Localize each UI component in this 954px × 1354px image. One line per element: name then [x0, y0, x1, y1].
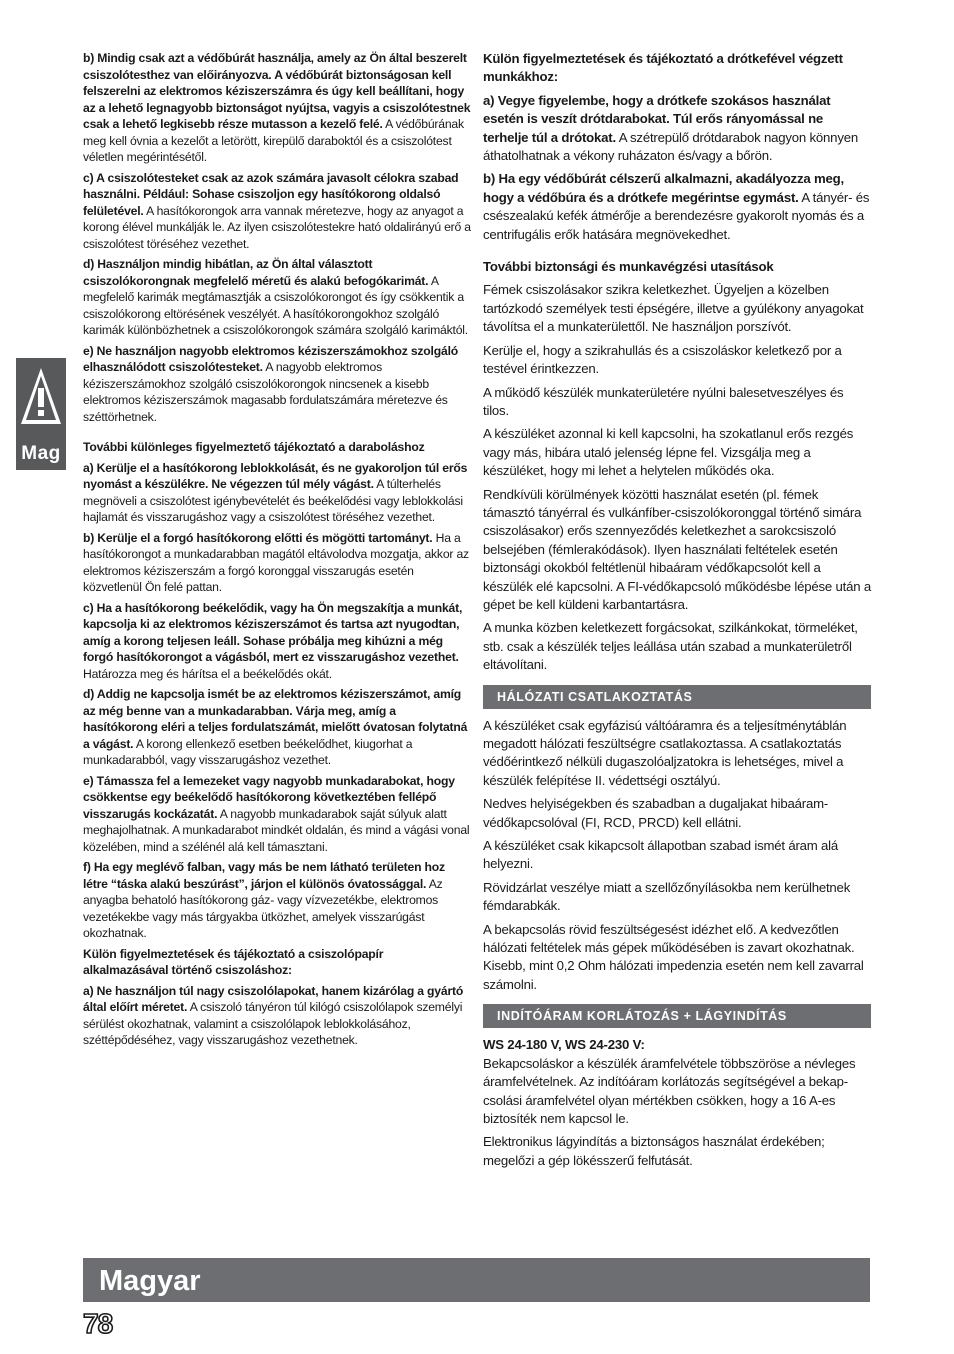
- paragraph: a) Ne használjon túl nagy csiszolólapokat, hanem kizárólag a gyártó által előírt méretet. A csiszoló tányéron túl kilógó csiszolólapok személyi sérülést okozhatnak, valamint a csiszolólapok leblokkolásához, széttépődéséhez, vagy visszarugáshoz vezethetnek.: [83, 983, 464, 1047]
- paragraph: Kerülje el, hogy a szikrahullás és a csiszoláskor keletkező por a testével érintkezzen.: [483, 342, 842, 377]
- side-language-tab: [16, 358, 66, 470]
- paragraph: A bekapcsolás rövid feszültségesést idézhet elő. A kedvezőtlen hálózati feltételek más gépek működésében is zavart okozhatnak. Kisebb, mint 0,2 Ohm hálózati impedenzia esetén nem kell zavarral számolni.: [483, 921, 864, 992]
- paragraph: d) Használjon mindig hibátlan, az Ön által választott csiszolókorongnak megfelelő méretű és alakú befogókarimát. A megfelelő karimák megtámasztják a csiszolókorongot és így csökkentik a csiszolókorong eltörésének veszélyét. A hasítókorongokhoz szolgáló karimák különbözhetnek a csiszolókorongok számára szolgáló karimáktól.: [83, 257, 468, 337]
- paragraph: Fémek csiszolásakor szikra keletkezhet. Ügyeljen a közelben tartózkodó személyek testi épségére, illetve a gyúlékony anyagokat távolítsa el a munkaterülettől. Ne használjon porszívót.: [483, 282, 864, 335]
- side-tab-label: Mag: [21, 443, 61, 464]
- section-heading: Külön figyelmeztetések és tájékoztató a drótkefével végzett munkákhoz:: [483, 51, 843, 85]
- paragraph: e) Ne használjon nagyobb elektromos kéziszerszámokhoz szolgáló elhasználódott csiszolótesteket. A nagyobb elektromos kéziszerszámokhoz szolgáló csiszolókorongok nincsenek a kisebb elektromos kéziszerszámok magasabb fordulatszámára méretezve és széttörhetnek.: [83, 343, 458, 424]
- section-band-mains-connection: HÁLÓZATI CSATLAKOZTATÁS: [483, 685, 871, 709]
- paragraph: a) Kerülje el a hasítókorong leblokkolását, és ne gyakoroljon túl erős nyomást a készülékre. Ne végezzen túl mély vágást. A túlterhelés megnöveli a csiszolótest igénybevételét és beékelődési vagy leblokkolási hajlamát és visszarugáshoz vagy a csiszolótest töréséhez vezethet.: [83, 460, 468, 524]
- right-column: [483, 50, 871, 1175]
- model-heading: WS 24-180 V, WS 24-230 V:: [483, 1037, 645, 1053]
- paragraph: Bekapcsoláskor a készülék áramfelvétele többszöröse a névleges áramfelvételnek. Az indítóáram korlátozás segítségével a bekap-csolási áramfelvétel olyan mértékben csökken, hogy a 16 A-es biztosíték nem kapcsol le.: [483, 1055, 856, 1126]
- paragraph: b) Ha egy védőbúrát célszerű alkalmazni, akadályozza meg, hogy a védőbúra és a drótkefe megérintse egymást. A tányér- és csészealakú kefék átmérője a berendezésre gyakorolt nyomás és a centrifugális erők hatására megnövekedhet.: [483, 171, 870, 242]
- left-column: [83, 50, 471, 1053]
- paragraph: e) Támassza fel a lemezeket vagy nagyobb munkadarabokat, hogy csökkentse egy beékelődő hasítókorong következtében fellépő visszarugás kockázatát. A nagyobb munkadarabok saját súlyuk alatt meghajolhatnak. A munkadarabot mindkét oldalán, és mind a vágási vonal közelében, mind a szélénél alá kell támasztani.: [83, 773, 470, 854]
- paragraph: A készüléket csak egyfázisú váltóáramra és a teljesítménytáblán megadott hálózati feszültségre csatlakoztassa. A csatlakoztatás védőérintkező nélküli dugaszolóaljzatokra is lehetséges, mivel a készülék felépítése II. védettségi osztályú.: [483, 717, 847, 788]
- paragraph: f) Ha egy meglévő falban, vagy más be nem látható területen hoz létre “táska alakú beszúrást”, járjon el különös óvatossággal. Az anyagba behatoló hasítókorong gáz- vagy vízvezetékbe, elektromos vezetékekbe vagy más tárgyakba ütközhet, amelyek visszarúgást okozhatnak.: [83, 860, 445, 940]
- warning-triangle-icon: [19, 362, 63, 436]
- paragraph: b) Mindig csak azt a védőbúrát használja, amely az Ön által beszerelt csiszolótesthez van előirányozva. A védőbúrát biztonságosan kell felszerelni az elektromos kéziszerszámra és úgy kell beállítani, hogy az a lehető legnagyobb biztonságot nyújtsa, vagyis a csiszolótestnek csak a lehető legkisebb része mutasson a kezelő felé. A védőbúrának meg kell óvnia a kezelőt a letörött, kirepülő daraboktól és a csiszolótest véletlen megérintésétől.: [83, 51, 471, 164]
- page-number: 78: [83, 1308, 113, 1339]
- paragraph: A készüléket azonnal ki kell kapcsolni, ha szokatlanul erős rezgés vagy más, hibára utaló jelenség lépne fel. Vizsgálja meg a készüléket, hogy mi lehet a helytelen működés oka.: [483, 426, 854, 479]
- footer-language-band: [83, 1258, 870, 1302]
- paragraph: d) Addig ne kapcsolja ismét be az elektromos kéziszerszámot, amíg az még benne van a munkadarabban. Várja meg, amíg a hasítókorong eléri a teljes fordulatszámát, mielőtt óvatosan folytatná a vágást. A korong ellenkező esetben beékelődhet, kiugorhat a munkadarabból, vagy visszarugáshoz vezethet.: [83, 687, 468, 767]
- section-heading: További biztonsági és munkavégzési utasítások: [483, 259, 774, 275]
- paragraph: Elektronikus lágyindítás a biztonságos használat érdekében; megelőzi a gép lökésszerű felfutását.: [483, 1134, 825, 1168]
- section-heading: További különleges figyelmeztető tájékoztató a daraboláshoz: [83, 440, 425, 454]
- paragraph: A működő készülék munkaterületére nyúlni balesetveszélyes és tilos.: [483, 384, 844, 418]
- footer-language-title: Magyar: [99, 1265, 201, 1297]
- section-heading: Külön figyelmeztetések és tájékoztató a csiszolópapír alkalmazásával történő csiszoláshoz:: [83, 946, 384, 977]
- paragraph: A munka közben keletkezett forgácsokat, szilkánkokat, törmeléket, stb. csak a készülék teljes leállása után szabad a munkaterületről eltávolítani.: [483, 620, 858, 673]
- paragraph: Rövidzárlat veszélye miatt a szellőzőnyílásokba nem kerülhetnek fémdarabkák.: [483, 879, 851, 914]
- paragraph: Rendkívüli körülmények közötti használat esetén (pl. fémek támasztó tányérral és vulkánfíber-csiszolókoronggal történő simára csiszolásakor) erős szennyeződés keletkezhet a sarokcsiszoló belsejében (fémlerakódások). Ilyen használati feltételek esetén biztonsági okokból feltétlenül hibaáram védőkapcsolót kell a készülék elé kapcsolni. A FI-védőkapcsoló működésbe lépése után a gépet be kell küldeni karbantartásra.: [483, 486, 871, 612]
- paragraph: c) Ha a hasítókorong beékelődik, vagy ha Ön megszakítja a munkát, kapcsolja ki az elektromos kéziszerszámot és tartsa azt nyugodtan, amíg a korong teljesen leáll. Sohase próbálja meg kihúzni a még forgó hasítókorongot a vágásból, mert ez visszarugáshoz vezethet. Határozza meg és hárítsa el a beékelődés okát.: [83, 600, 463, 681]
- paragraph: c) A csiszolótesteket csak az azok számára javasolt célokra szabad használni. Például: Sohase csiszoljon egy hasítókorong oldalsó felületével. A hasítókorongok arra vannak méretezve, hogy az anyagot a korong élével munkálják le. Az ilyen csiszolótestekre ható oldalirányú erő a csiszolótest töréséhez vezethet.: [83, 170, 471, 251]
- paragraph: b) Kerülje el a forgó hasítókorong előtti és mögötti tartományt. Ha a hasítókorongot a munkadarabban magától eltávolodva mozgatja, akkor az elektromos kéziszerszám a forgó koronggal visszarugás esetén közvetlenül Ön felé pattan.: [83, 530, 469, 594]
- paragraph: a) Vegye figyelembe, hogy a drótkefe szokásos használat esetén is veszít drótdarabokat. Túl erős rányomással ne terhelje túl a drótokat. A szétrepülő drótdarabok nagyon könnyen áthatolhatnak a vékony ruházaton és/vagy a bőrön.: [483, 92, 858, 164]
- paragraph: A készüléket csak kikapcsolt állapotban szabad ismét áram alá helyezni.: [483, 838, 839, 872]
- paragraph: Nedves helyiségekben és szabadban a dugaljakat hibaáram-védőkapcsolóval (FI, RCD, PRCD) kell ellátni.: [483, 796, 829, 830]
- section-band-startup-limit: INDÍTÓÁRAM KORLÁTOZÁS + LÁGYINDÍTÁS: [483, 1004, 871, 1028]
